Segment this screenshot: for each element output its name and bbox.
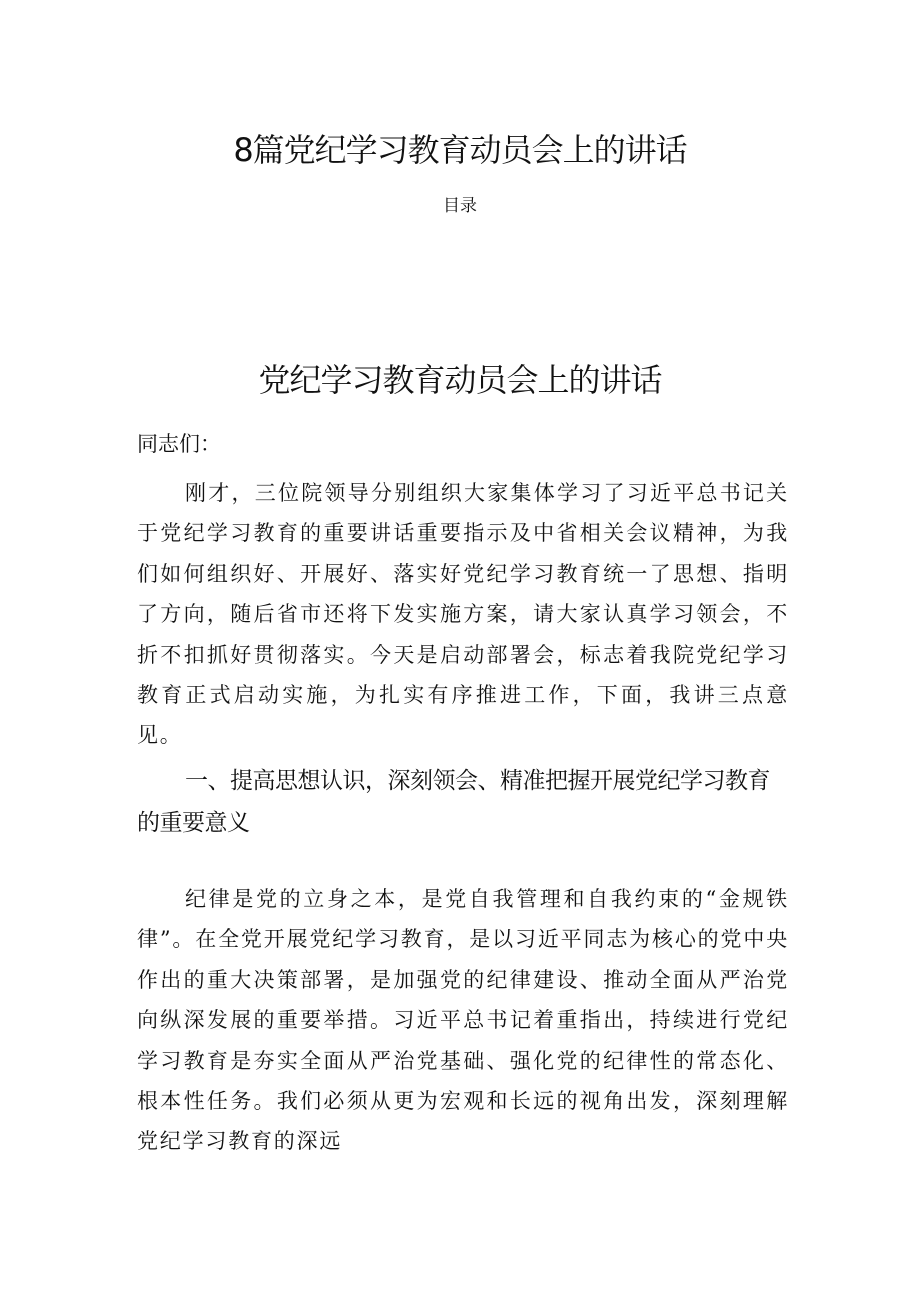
body-paragraph-1: 刚才，三位院领导分别组织大家集体学习了习近平总书记关于党纪学习教育的重要讲话重要指示及中省相关会议精神，为我们如何组织好、开展好、落实好党纪学习教育统一了思想、指明了方向，随后省市还将下发实施方案，请大家认真学习领会，不折不扣抓好贯彻落实。今天是启动部署会，标志着我院党纪学习教育正式启动实施，为扎实有序推进工作，下面，我讲三点意见。 xyxy=(137,481,789,748)
table-of-contents-label: 目录 xyxy=(443,196,477,216)
body-paragraph-2: 纪律是党的立身之本，是党自我管理和自我约束的“金规铁律”。在全党开展党纪学习教育，是以习近平同志为核心的党中央作出的重大决策部署，是加强党的纪律建设、推动全面从严治党向纵深发展的重要举措。习近平总书记着重指出，持续进行党纪学习教育是夯实全面从严治党基础、强化党的纪律性的常态化、根本性任务。我们必须从更为宏观和长远的视角出发，深刻理解党纪学习教育的深远 xyxy=(137,887,789,1154)
speech-title: 党纪学习教育动员会上的讲话 xyxy=(258,361,662,399)
section-heading-1: 一、提高思想认识，深刻领会、精准把握开展党纪学习教育的重要意义 xyxy=(137,768,770,836)
document-title: 8篇党纪学习教育动员会上的讲话 xyxy=(233,131,687,169)
salutation: 同志们： xyxy=(137,432,221,456)
